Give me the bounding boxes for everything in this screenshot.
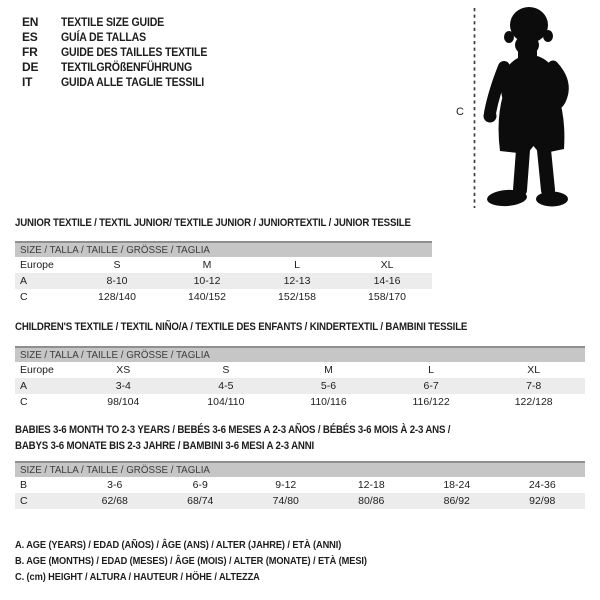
table-cell: 4-5: [218, 380, 234, 392]
lang-title: TEXTILGRÖßENFÜHRUNG: [61, 60, 193, 74]
children-table-title-text: CHILDREN'S TEXTILE / TEXTIL NIÑO/A / TEXTILE DES ENFANTS / KINDERTEXTIL / BAMBINI TESSILE: [15, 321, 468, 333]
table-cell: 104/110: [207, 396, 245, 408]
table-cell: 10-12: [193, 275, 221, 287]
table-cell: 110/116: [310, 396, 347, 408]
junior-table-title-text: JUNIOR TEXTILE / TEXTIL JUNIOR/ TEXTILE JUNIOR / JUNIORTEXTIL / JUNIOR TESSILE: [15, 217, 411, 229]
table-cell: 152/158: [278, 291, 316, 303]
children-table-title: [15, 320, 529, 336]
table-cell: M: [202, 259, 212, 271]
row-label: C: [20, 495, 28, 507]
lang-row-fr: [22, 45, 227, 60]
babies-table-title: [15, 423, 510, 454]
table-cell: 6-7: [423, 380, 439, 392]
size-header-text: SIZE / TALLA / TAILLE / GRÖSSE / TAGLIA: [20, 464, 210, 476]
table-cell: 12-13: [283, 275, 311, 287]
table-cell: S: [113, 259, 121, 271]
table-cell: 8-10: [106, 275, 128, 287]
babies-table-title-line1: BABIES 3-6 MONTH TO 2-3 YEARS / BEBÉS 3-6 MESES A 2-3 AÑOS / BÉBÉS 3-6 MOIS À 2-3 ANS /: [15, 424, 451, 436]
lang-title: GUIDE DES TAILLES TEXTILE: [61, 45, 208, 59]
table-cell: 18-24: [443, 479, 471, 491]
legend-line-c: [15, 569, 415, 585]
table-cell: 116/122: [412, 396, 450, 408]
table-cell: 3-4: [115, 380, 131, 392]
table-cell: 122/128: [514, 396, 553, 408]
lang-row-en: [22, 15, 227, 30]
table-cell: 3-6: [107, 479, 123, 491]
table-cell: 7-8: [526, 380, 542, 392]
legend-text-c: C. (cm) HEIGHT / ALTURA / HAUTEUR / HÖHE / ALTEZZA: [15, 571, 260, 583]
table-cell: XS: [116, 364, 131, 376]
table-cell: 140/152: [188, 291, 226, 303]
size-header-bar: [15, 346, 585, 362]
lang-title: GUIDA ALLE TAGLIE TESSILI: [61, 75, 205, 89]
table-row: [15, 477, 585, 493]
table-cell: 98/104: [107, 396, 140, 408]
legend-text-a: A. AGE (YEARS) / EDAD (AÑOS) / ÂGE (ANS) / ALTER (JAHRE) / ETÀ (ANNI): [15, 539, 342, 551]
babies-table-title-line2: BABYS 3-6 MONATE BIS 2-3 JAHRE / BAMBINI 3-6 MESI A 2-3 ANNI: [15, 439, 315, 452]
table-cell: 9-12: [275, 479, 297, 491]
table-row: [15, 378, 585, 394]
junior-table-title: [15, 216, 465, 232]
lang-code: FR: [22, 45, 38, 59]
table-row: [15, 289, 432, 305]
lang-row-de: [22, 60, 227, 75]
height-measure-label: C: [456, 106, 464, 118]
lang-code: EN: [22, 15, 39, 29]
table-cell: M: [324, 364, 333, 376]
table-row: [15, 273, 432, 289]
lang-code: ES: [22, 30, 38, 44]
row-label: A: [20, 275, 28, 287]
table-cell: 62/68: [101, 495, 128, 507]
row-label: A: [20, 380, 28, 392]
language-title-list: [22, 15, 227, 90]
table-cell: 92/98: [529, 495, 556, 507]
table-row: [15, 362, 585, 378]
lang-row-it: [22, 75, 227, 90]
row-label: C: [20, 291, 28, 303]
table-cell: 128/140: [98, 291, 136, 303]
size-header-text: SIZE / TALLA / TAILLE / GRÖSSE / TAGLIA: [20, 349, 210, 361]
table-row: [15, 257, 432, 273]
size-header-bar: [15, 461, 585, 477]
table-cell: 6-9: [192, 479, 208, 491]
babies-size-table: [15, 461, 585, 509]
size-header-bar: [15, 241, 432, 257]
lang-code: IT: [22, 75, 33, 89]
measure-legend: [15, 537, 415, 585]
lang-title: TEXTILE SIZE GUIDE: [61, 15, 165, 29]
table-cell: XL: [380, 259, 394, 271]
table-cell: 80/86: [358, 495, 385, 507]
table-cell: 74/80: [272, 495, 299, 507]
legend-line-b: [15, 553, 415, 569]
table-cell: L: [428, 364, 434, 376]
table-cell: 12-18: [357, 479, 385, 491]
legend-text-b: B. AGE (MONTHS) / EDAD (MESES) / ÂGE (MOIS) / ALTER (MONATE) / ETÀ (MESI): [15, 555, 367, 567]
table-cell: 24-36: [528, 479, 556, 491]
lang-row-es: [22, 30, 227, 45]
junior-size-table: [15, 241, 432, 305]
lang-code: DE: [22, 60, 39, 74]
table-cell: S: [222, 364, 230, 376]
row-label: C: [20, 396, 28, 408]
children-size-table: [15, 346, 585, 410]
table-cell: 86/92: [443, 495, 470, 507]
size-header-text: SIZE / TALLA / TAILLE / GRÖSSE / TAGLIA: [20, 244, 210, 256]
table-cell: 158/170: [368, 291, 406, 303]
table-cell: 5-6: [320, 380, 337, 392]
table-cell: XL: [527, 364, 541, 376]
row-label: Europe: [20, 259, 54, 271]
row-label: Europe: [20, 364, 54, 376]
table-row: [15, 394, 585, 410]
table-cell: L: [294, 259, 300, 271]
table-cell: 68/74: [187, 495, 214, 507]
table-row: [15, 493, 585, 509]
lang-title: GUÍA DE TALLAS: [61, 30, 147, 44]
row-label: B: [20, 479, 28, 491]
table-cell: 14-16: [373, 275, 401, 287]
legend-line-a: [15, 537, 415, 553]
